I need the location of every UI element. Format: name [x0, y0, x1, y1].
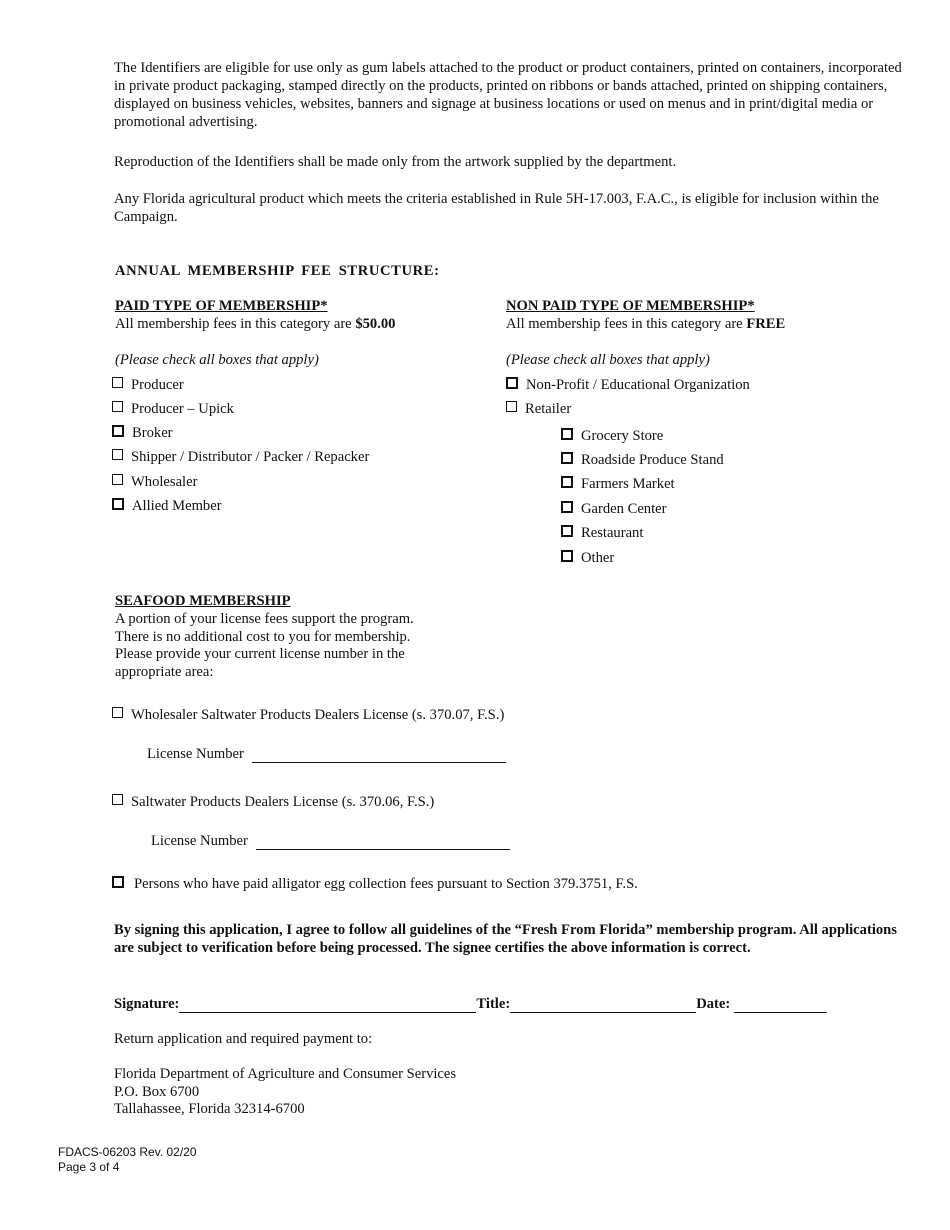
- address-line: Florida Department of Agriculture and Consumer Services: [114, 1066, 457, 1082]
- option-label: Restaurant: [581, 525, 644, 541]
- checkbox[interactable]: [561, 452, 573, 464]
- option-label: Producer: [131, 377, 184, 393]
- retailer-option-roadside-stand[interactable]: [561, 451, 724, 469]
- paid-fee-value: $50.00: [355, 316, 396, 332]
- checkbox[interactable]: [506, 401, 517, 412]
- paid-option-broker[interactable]: [112, 424, 173, 442]
- checkbox[interactable]: [506, 377, 518, 389]
- paid-option-wholesaler[interactable]: [112, 473, 197, 491]
- nonpaid-membership-title: NON PAID TYPE OF MEMBERSHIP*: [506, 298, 755, 314]
- checkbox[interactable]: [561, 525, 573, 537]
- nonpaid-option-nonprofit[interactable]: [506, 376, 750, 394]
- option-label: Shipper / Distributor / Packer / Repacker: [131, 449, 370, 465]
- license-number-label: License Number: [147, 746, 244, 762]
- seafood-option-alligator[interactable]: [112, 875, 638, 893]
- checkbox[interactable]: [561, 428, 573, 440]
- signature-field[interactable]: [179, 998, 476, 1013]
- paid-instruction: (Please check all boxes that apply): [115, 352, 319, 368]
- return-address: [114, 1066, 456, 1119]
- form-id: FDACS-06203 Rev. 02/20: [58, 1145, 197, 1159]
- option-label: Retailer: [525, 401, 572, 417]
- retailer-option-other[interactable]: [561, 549, 614, 567]
- seafood-option-dealers-license[interactable]: [112, 793, 434, 811]
- option-label: Non-Profit / Educational Organization: [526, 377, 750, 393]
- seafood-description: [115, 611, 414, 681]
- checkbox[interactable]: [561, 501, 573, 513]
- nonpaid-fee-line: [506, 315, 785, 333]
- agreement-statement: By signing this application, I agree to follow all guidelines of the “Fresh From Florida” membership program. All applications are subject to verification before being processed. The signee certifies the above information is correct.: [114, 922, 897, 956]
- option-label: Other: [581, 550, 615, 566]
- checkbox[interactable]: [112, 401, 123, 412]
- license-number-label: License Number: [151, 833, 248, 849]
- checkbox[interactable]: [112, 794, 123, 805]
- title-label: Title:: [476, 996, 511, 1012]
- retailer-option-farmers-market[interactable]: [561, 475, 675, 493]
- signature-label: Signature:: [114, 996, 180, 1012]
- option-label: Allied Member: [132, 498, 222, 514]
- paid-option-shipper[interactable]: [112, 448, 369, 466]
- address-line: Tallahassee, Florida 32314-6700: [114, 1101, 305, 1117]
- checkbox[interactable]: [112, 377, 123, 388]
- seafood-desc-line: A portion of your license fees support the program.: [115, 611, 414, 627]
- checkbox[interactable]: [112, 425, 124, 437]
- paid-fee-line: [115, 315, 395, 333]
- checkbox[interactable]: [112, 498, 124, 510]
- paid-membership-title: PAID TYPE OF MEMBERSHIP*: [115, 298, 328, 314]
- seafood-desc-line: appropriate area:: [115, 663, 214, 680]
- option-label: Garden Center: [581, 501, 667, 517]
- title-field[interactable]: [510, 998, 696, 1013]
- option-label: Wholesaler Saltwater Products Dealers License (s. 370.07, F.S.): [131, 707, 505, 723]
- option-label: Wholesaler: [131, 474, 198, 490]
- signature-row: [114, 995, 827, 1013]
- license-number-field-1[interactable]: [252, 748, 506, 763]
- seafood-desc-line: There is no additional cost to you for membership.: [115, 628, 411, 645]
- seafood-membership-title: SEAFOOD MEMBERSHIP: [115, 593, 291, 609]
- license-number-field-2[interactable]: [256, 835, 510, 850]
- checkbox[interactable]: [112, 474, 123, 485]
- option-label: Farmers Market: [581, 476, 675, 492]
- retailer-option-restaurant[interactable]: [561, 524, 643, 542]
- nonpaid-instruction: (Please check all boxes that apply): [506, 352, 710, 368]
- checkbox[interactable]: [561, 550, 573, 562]
- seafood-option-wholesaler-license[interactable]: [112, 706, 504, 724]
- license-number-row-1: [147, 745, 506, 763]
- page-number: Page 3 of 4: [58, 1160, 120, 1174]
- intro-paragraph-1: The Identifiers are eligible for use only as gum labels attached to the product or product containers, printed on containers, incorporated in private product packaging, stamped directly on the products, printed on ribbons or bands attached, printed on shipping containers, displayed on business vehicles, websites, banners and signage at business locations or used on menus and in print/digital media or promotional advertising.: [114, 60, 902, 130]
- option-label: Broker: [132, 425, 173, 441]
- option-label: Producer – Upick: [131, 401, 234, 417]
- date-field[interactable]: [734, 998, 827, 1013]
- paid-membership-section: [115, 298, 395, 333]
- paid-option-allied-member[interactable]: [112, 497, 222, 515]
- intro-paragraph-3: Any Florida agricultural product which meets the criteria established in Rule 5H-17.003, F.A.C., is eligible for inclusion within the Campaign.: [114, 191, 879, 225]
- option-label: Roadside Produce Stand: [581, 452, 724, 468]
- nonpaid-fee-prefix: All membership fees in this category are: [506, 316, 747, 332]
- retailer-option-garden-center[interactable]: [561, 500, 667, 518]
- paid-option-producer-upick[interactable]: [112, 400, 234, 418]
- address-line: P.O. Box 6700: [114, 1083, 200, 1100]
- seafood-desc-line: Please provide your current license number in the: [115, 646, 405, 662]
- option-label: Grocery Store: [581, 428, 664, 444]
- page-footer: [58, 1145, 197, 1175]
- retailer-option-grocery-store[interactable]: [561, 427, 663, 445]
- date-label: Date:: [696, 996, 731, 1012]
- paid-fee-prefix: All membership fees in this category are: [115, 316, 356, 332]
- nonpaid-fee-value: FREE: [746, 316, 786, 332]
- checkbox[interactable]: [561, 476, 573, 488]
- intro-paragraph-2: Reproduction of the Identifiers shall be made only from the artwork supplied by the department.: [114, 154, 677, 170]
- nonpaid-option-retailer[interactable]: [506, 400, 571, 418]
- option-label: Saltwater Products Dealers License (s. 370.06, F.S.): [131, 794, 435, 810]
- license-number-row-2: [151, 832, 510, 850]
- fee-structure-heading: ANNUAL MEMBERSHIP FEE STRUCTURE:: [115, 263, 440, 279]
- checkbox[interactable]: [112, 449, 123, 460]
- return-label: Return application and required payment to:: [114, 1031, 373, 1047]
- checkbox[interactable]: [112, 876, 124, 888]
- option-label: Persons who have paid alligator egg collection fees pursuant to Section 379.3751, F.S.: [134, 876, 638, 892]
- paid-option-producer[interactable]: [112, 376, 184, 394]
- checkbox[interactable]: [112, 707, 123, 718]
- nonpaid-membership-section: [506, 298, 785, 333]
